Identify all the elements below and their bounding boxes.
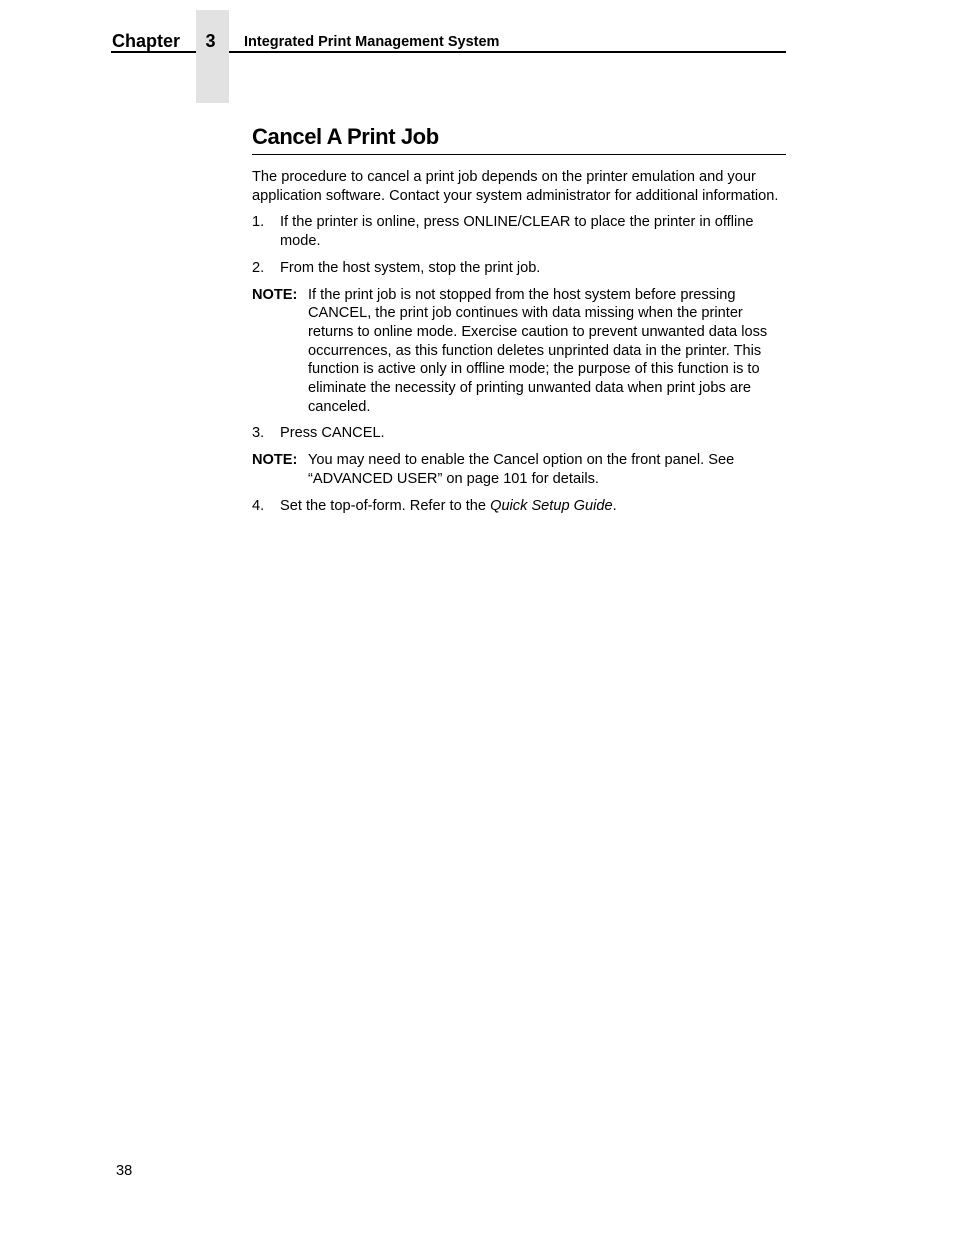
step-number: 3. bbox=[252, 425, 265, 442]
step-number: 2. bbox=[252, 259, 265, 276]
chapter-label: Chapter bbox=[112, 31, 181, 51]
step-text-end: . bbox=[612, 497, 617, 514]
step-3 bbox=[252, 424, 786, 443]
note-text: If the print job is not stopped from the host system before pressing CANCEL, the print job continues with data missing when the printer returns to online mode. Exercise caution to prevent unwanted data loss occurrences, as this function deletes unprinted data in the printer. This function is active only in offline mode; the purpose of this function is to eliminate the necessity of printing unwanted data when print jobs are canceled. bbox=[308, 286, 768, 415]
step-text: If the printer is online, press ONLINE/CLEAR to place the printer in offline mode. bbox=[280, 214, 754, 250]
step-2 bbox=[252, 259, 786, 278]
note-label: NOTE: bbox=[252, 452, 298, 469]
section-title: Cancel A Print Job bbox=[252, 122, 786, 155]
header-rule-right bbox=[229, 51, 786, 53]
page-content bbox=[252, 122, 786, 515]
guide-title: Quick Setup Guide bbox=[490, 497, 613, 514]
chapter-number: 3 bbox=[205, 31, 216, 51]
note-1 bbox=[252, 286, 786, 417]
step-text: Press CANCEL. bbox=[280, 425, 385, 442]
step-text-lead: Set the top-of-form. Refer to the bbox=[280, 497, 491, 514]
intro-paragraph: The procedure to cancel a print job depends on the printer emulation and your application software. Contact your system administrator for additional information. bbox=[252, 169, 779, 204]
note-label: NOTE: bbox=[252, 286, 298, 303]
step-4 bbox=[252, 497, 786, 516]
note-2 bbox=[252, 451, 786, 488]
step-1 bbox=[252, 213, 786, 250]
step-number: 1. bbox=[252, 214, 265, 231]
step-text bbox=[280, 497, 786, 516]
chapter-tab bbox=[196, 10, 229, 103]
header-rule-left bbox=[111, 51, 196, 53]
chapter-title: Integrated Print Management System bbox=[244, 34, 500, 50]
step-number: 4. bbox=[252, 497, 265, 514]
step-text: From the host system, stop the print job. bbox=[280, 259, 541, 276]
page-number: 38 bbox=[116, 1163, 133, 1179]
note-text: You may need to enable the Cancel option on the front panel. See “ADVANCED USER” on page 101 for details. bbox=[308, 452, 735, 487]
